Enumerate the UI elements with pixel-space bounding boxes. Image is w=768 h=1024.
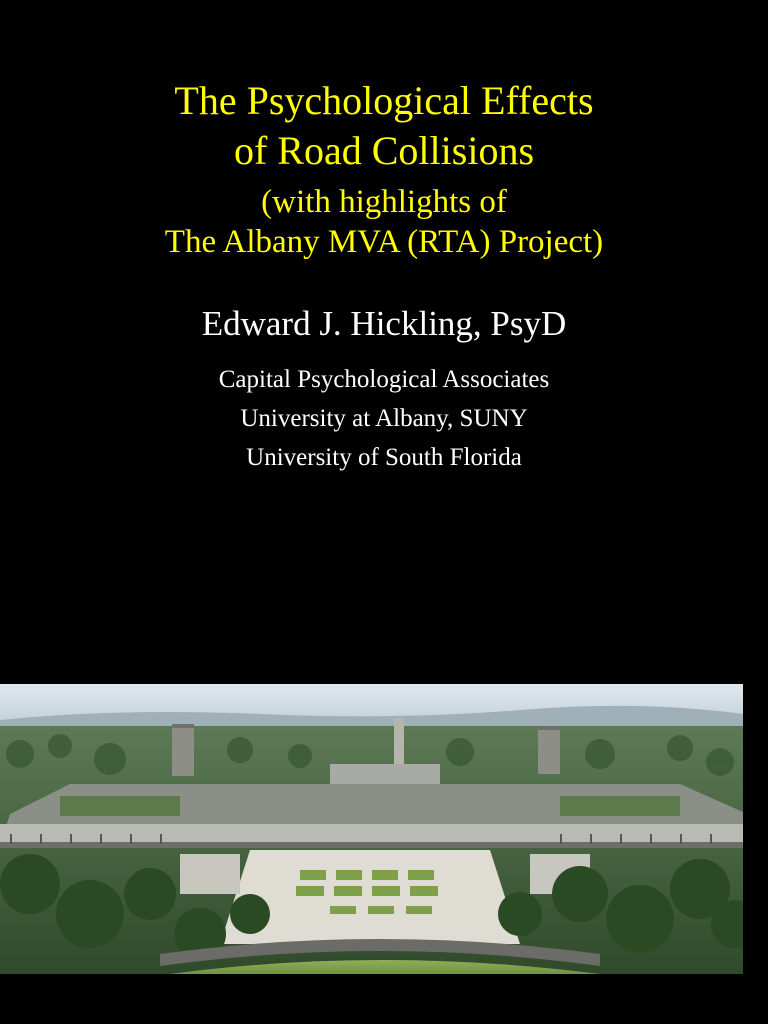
author-name: Edward J. Hickling, PsyD <box>201 304 567 343</box>
title-block <box>0 76 768 262</box>
title-line-2: of Road Collisions <box>233 128 535 173</box>
left-tower <box>172 724 194 776</box>
affiliation-list <box>0 360 768 477</box>
affiliation-2: University at Albany, SUNY <box>240 405 528 432</box>
affiliation-1: Capital Psychological Associates <box>218 366 550 393</box>
affiliation-3: University of South Florida <box>246 444 522 471</box>
subtitle-line-1: (with highlights of <box>261 184 507 220</box>
right-tower <box>538 726 560 774</box>
plaza <box>220 850 520 944</box>
subtitle-line-2: The Albany MVA (RTA) Project) <box>164 224 604 260</box>
campus-aerial-photo <box>0 684 743 974</box>
title-line-1: The Psychological Effects <box>174 78 594 123</box>
